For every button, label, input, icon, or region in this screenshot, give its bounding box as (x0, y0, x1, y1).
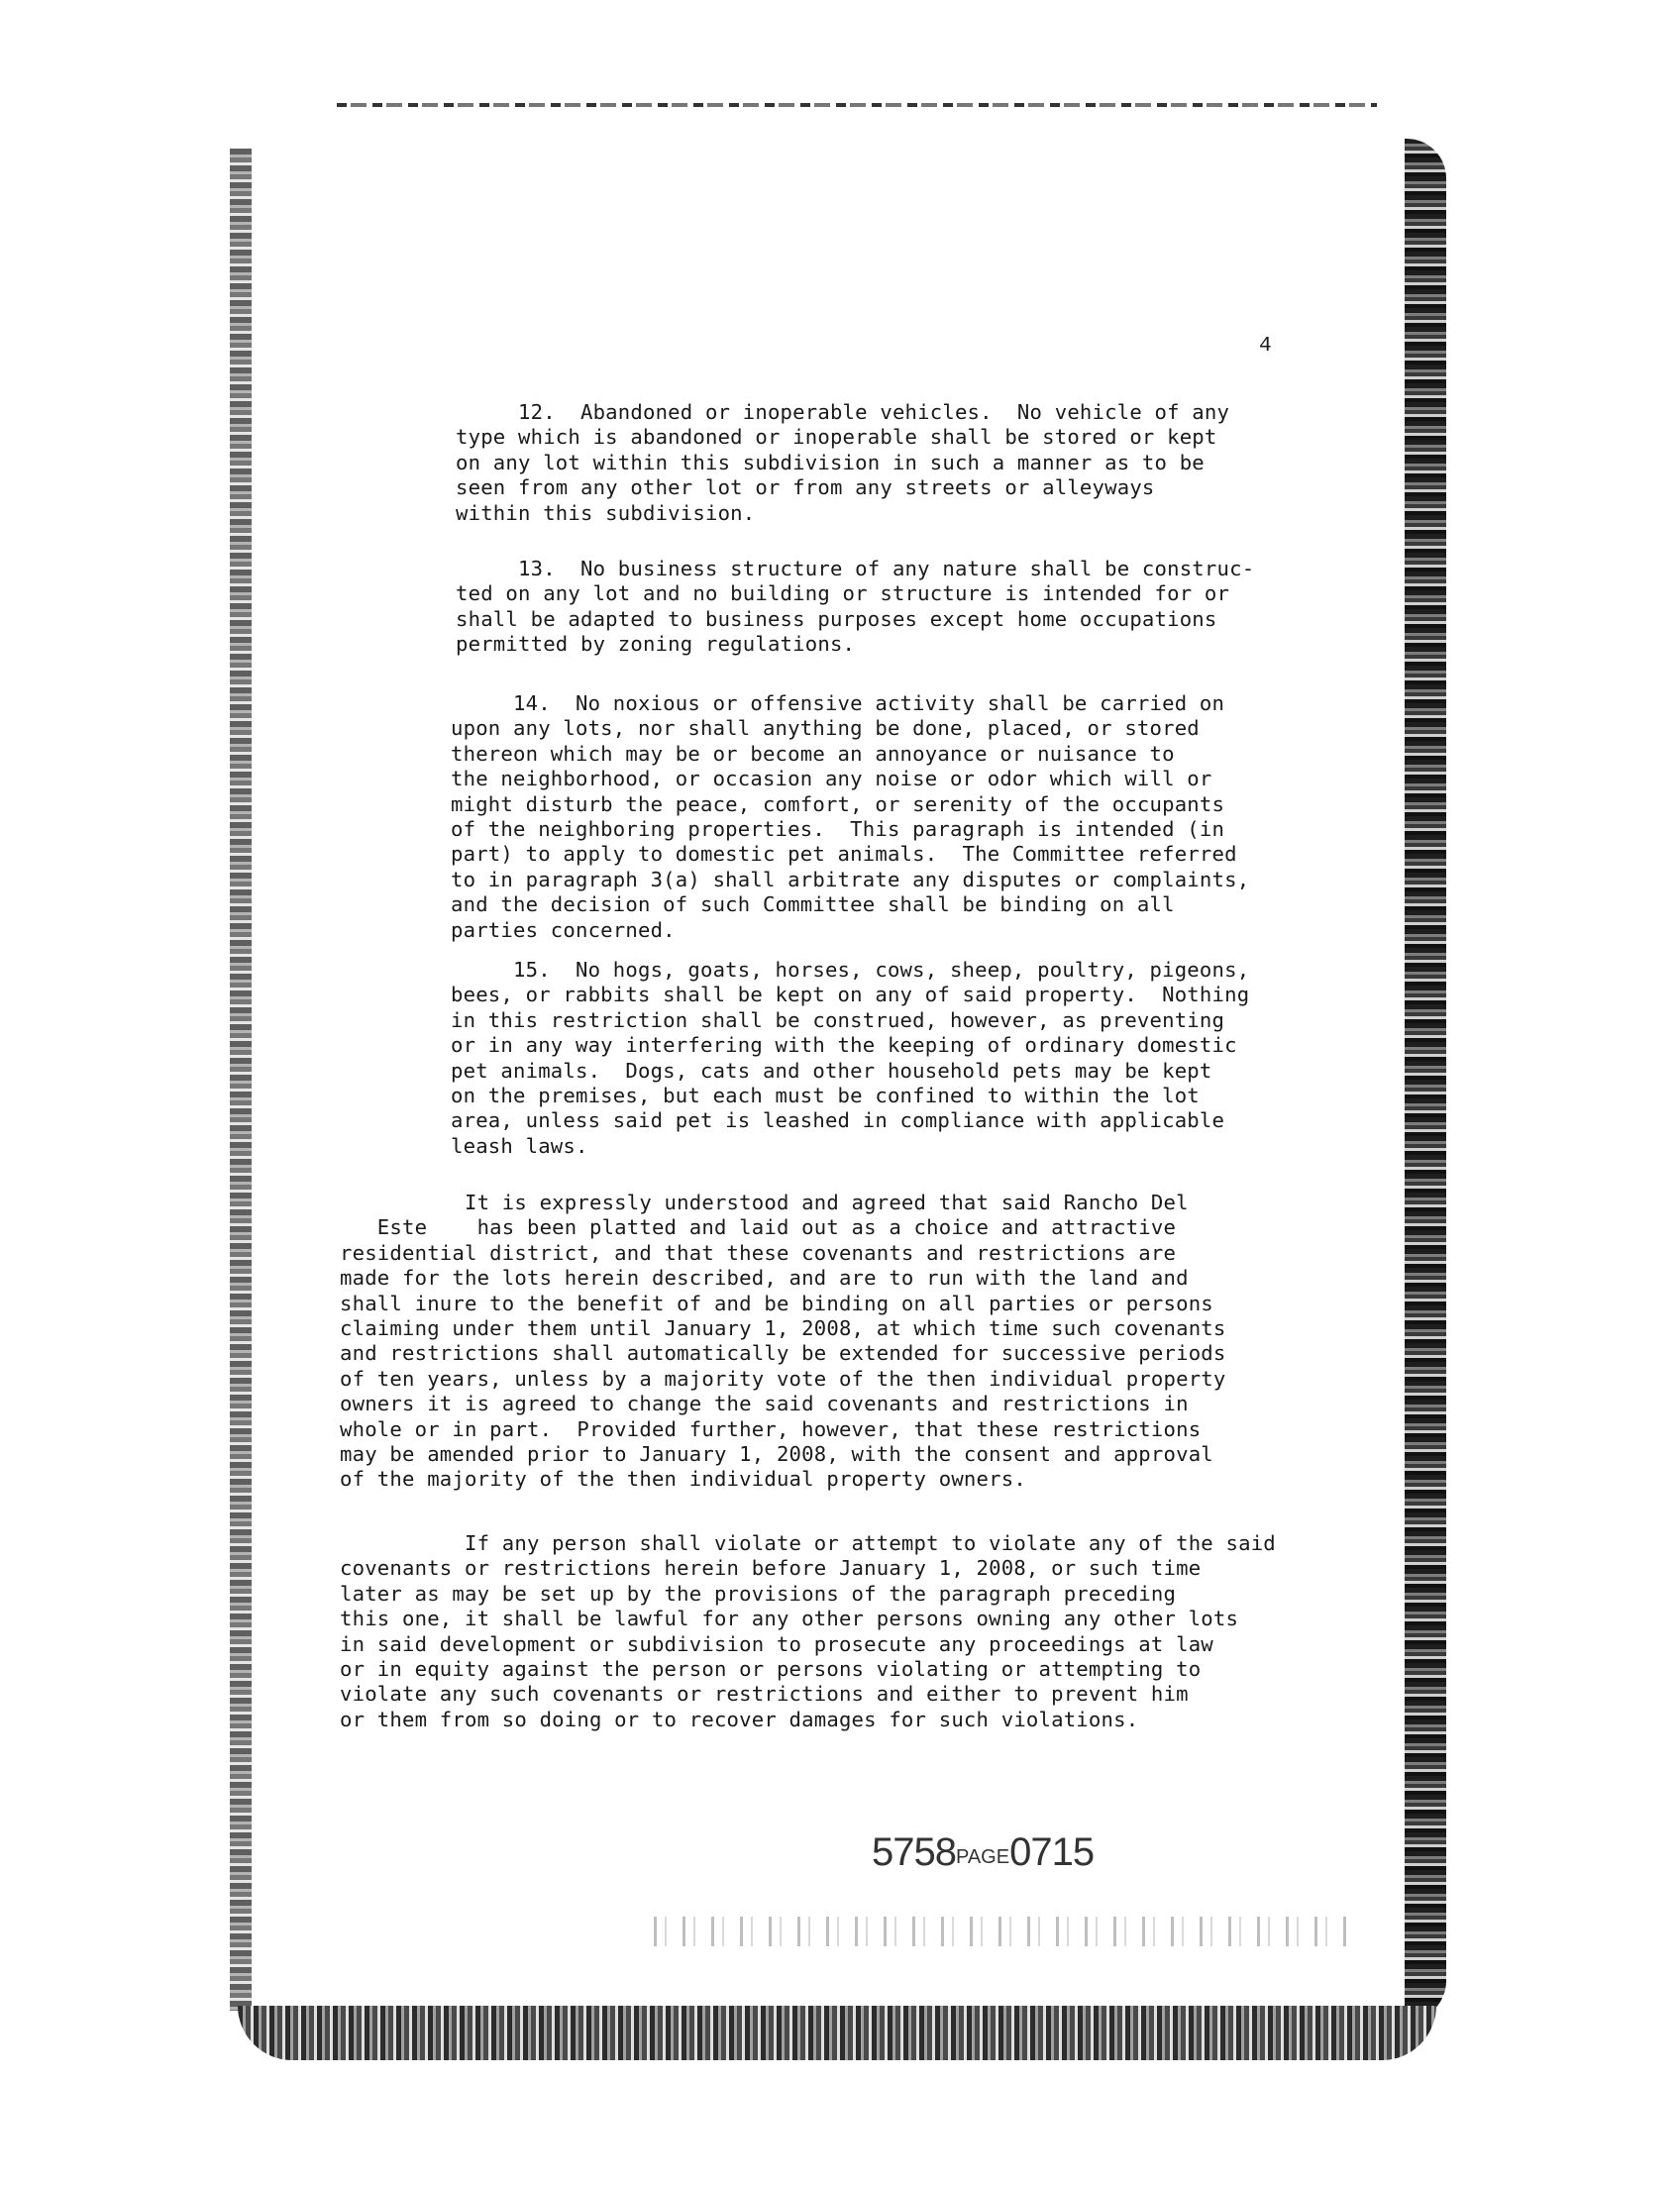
scan-bottom-edge (238, 2006, 1436, 2060)
stamp-book: 5758 (872, 1830, 956, 1874)
stamp-page: 0715 (1009, 1830, 1095, 1874)
paragraph-14: 14. No noxious or offensive activity shall be carried on upon any lots, nor shall anything be done, placed, or stored thereon which may be or become an annoyance or nuisance to the neighborhood, or occasion any noise or odor which will or might disturb the peace, comfort, or serenity of the occupants of the neighboring properties. This paragraph is intended (in part) to apply to domestic pet animals. The Committee referred to in paragraph 3(a) shall arbitrate any disputes or complaints, and the decision of such Committee shall be binding on all parties concerned. (451, 691, 1250, 942)
scan-noise-marks (654, 1917, 1347, 1946)
paragraph-12: 12. Abandoned or inoperable vehicles. No vehicle of any type which is abandoned or inoperable shall be stored or kept on any lot within this subdivision in such a manner as to be seen from any other lot or from any streets or alleyways within this subdivision. (456, 400, 1230, 525)
paragraph-13: 13. No business structure of any nature shall be construc- ted on any lot and no building or structure is intended for or shall be adapted to business purposes except home occupations permitted by zoning regulations. (456, 557, 1255, 657)
scan-left-edge (230, 149, 252, 2011)
paragraph-duration: It is expressly understood and agreed that said Rancho Del Este has been platted and laid out as a choice and attractive residential district, and that these covenants and restrictions are made for the lots herein described, and are to run with the land and shall inure to the benefit of and be binding on all parties or persons claiming under them until January 1, 2008, at which time such covenants and restrictions shall automatically be extended for successive periods of ten years, unless by a majority vote of the then individual property owners it is agreed to change the said covenants and restrictions in whole or in part. Provided further, however, that these restrictions may be amended prior to January 1, 2008, with the consent and approval of the majority of the then individual property owners. (340, 1191, 1226, 1492)
scan-right-edge (1405, 139, 1446, 2021)
book-page-stamp (872, 1830, 1094, 1875)
scan-top-edge (337, 103, 1377, 107)
page-number: 4 (1259, 335, 1272, 358)
stamp-page-label: PAGE (955, 1846, 1010, 1868)
paragraph-15: 15. No hogs, goats, horses, cows, sheep, poultry, pigeons, bees, or rabbits shall be kept on any of said property. Nothing in this restriction shall be construed, however, as preventing or in any way interfering with the keeping of ordinary domestic pet animals. Dogs, cats and other household pets may be kept on the premises, but each must be confined to within the lot area, unless said pet is leashed in compliance with applicable leash laws. (451, 958, 1250, 1158)
paragraph-enforcement: If any person shall violate or attempt to violate any of the said covenants or restrictions herein before January 1, 2008, or such time later as may be set up by the provisions of the paragraph preceding this one, it shall be lawful for any other persons owning any other lots in said development or subdivision to prosecute any proceedings at law or in equity against the person or persons violating or attempting to violate any such covenants or restrictions and either to prevent him or them from so doing or to recover damages for such violations. (340, 1531, 1276, 1731)
